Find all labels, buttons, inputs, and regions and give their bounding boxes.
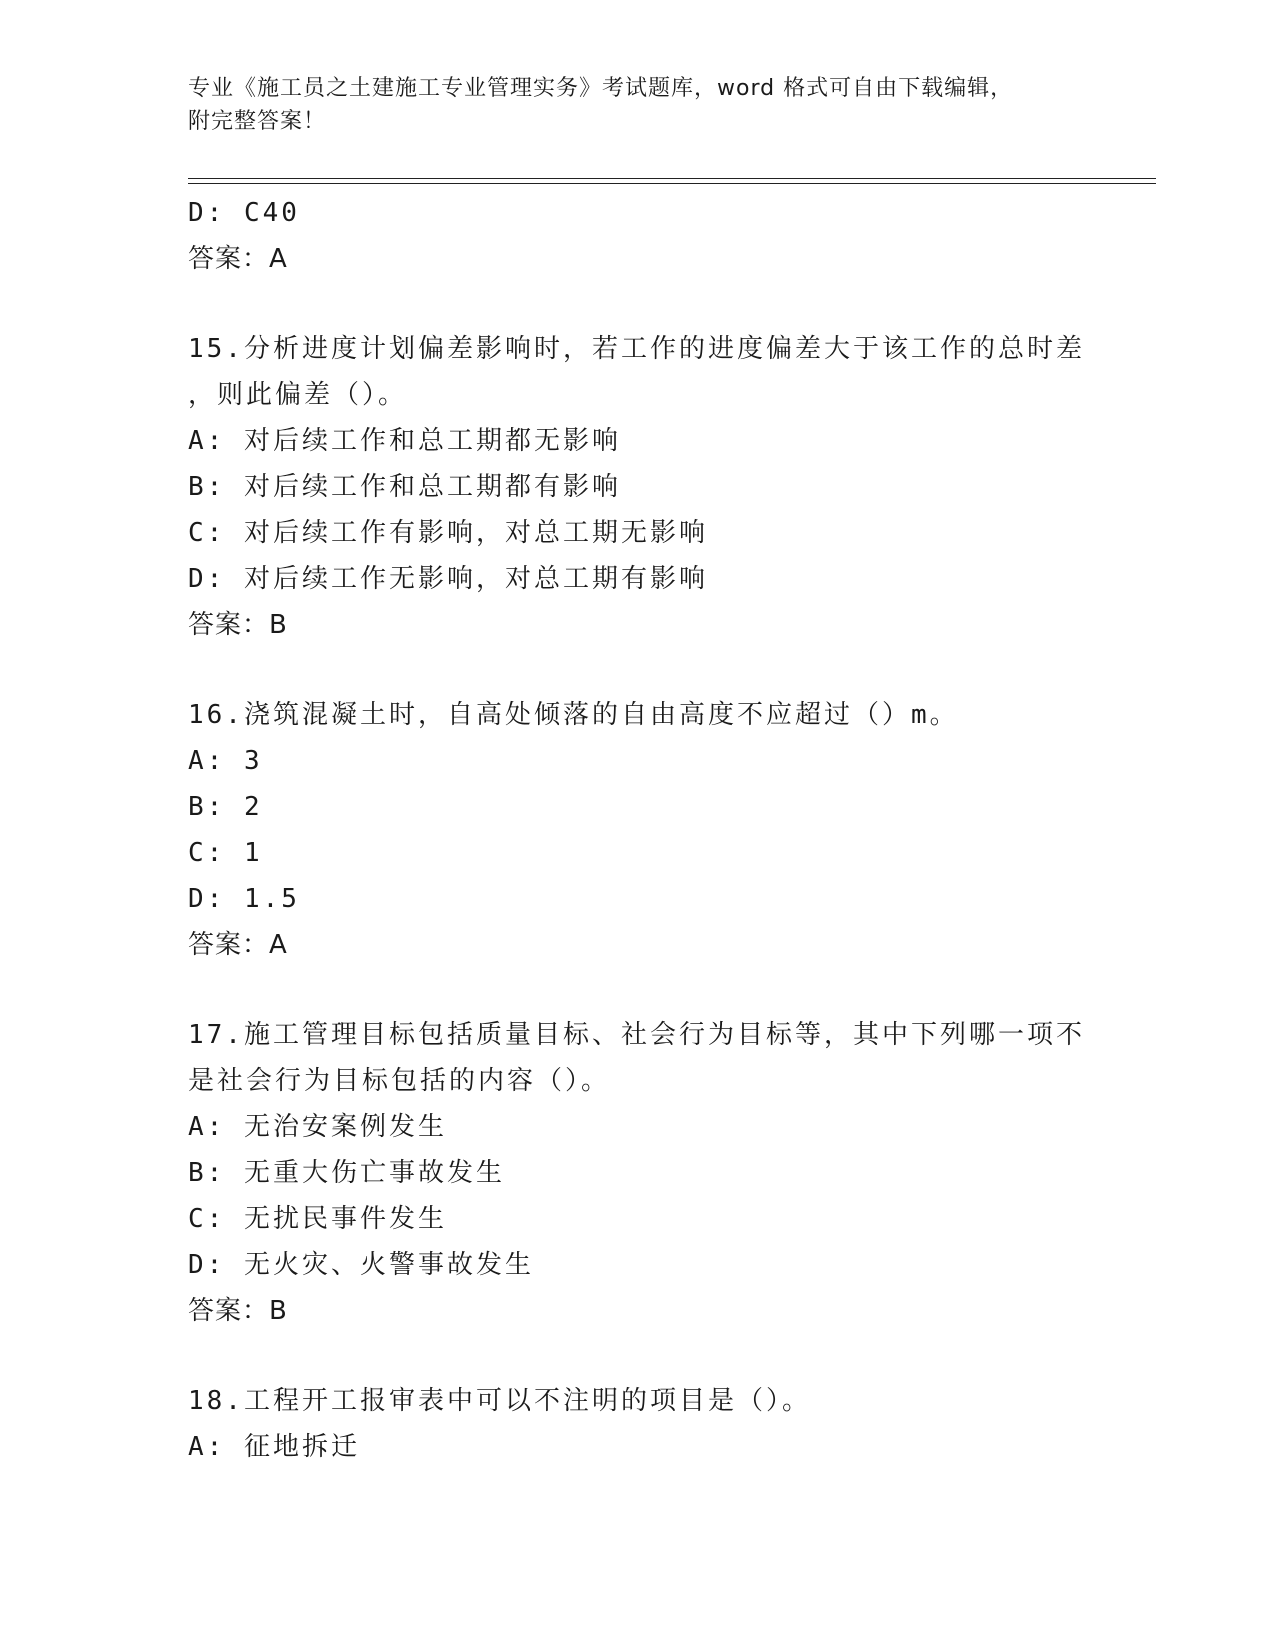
option-b: B: 2 [188,792,263,822]
question-stem-line-2: 是社会行为目标包括的内容（）。 [188,1066,611,1096]
option-b: B: 对后续工作和总工期都有影响 [188,472,621,502]
option-d: D: 对后续工作无影响，对总工期有影响 [188,564,708,594]
answer: 答案：B [188,610,288,640]
question-stem-line-1: 17.施工管理目标包括质量目标、社会行为目标等，其中下列哪一项不 [188,1020,1085,1050]
question-stem-line-2: ，则此偏差（）。 [188,380,408,410]
header-line-1: 专业《施工员之土建施工专业管理实务》考试题库，word 格式可自由下载编辑， [188,76,1014,101]
option-c: C: 无扰民事件发生 [188,1204,447,1234]
question-16 [188,692,1088,968]
option-d: D: 1.5 [188,884,300,914]
option-b: B: 无重大伤亡事故发生 [188,1158,505,1188]
question-stem-line-1: 18.工程开工报审表中可以不注明的项目是（）。 [188,1386,811,1416]
header-line-2: 附完整答案！ [188,109,327,134]
answer: 答案：B [188,1296,288,1326]
option-a: A: 无治安案例发生 [188,1112,447,1142]
header-divider-bottom [188,183,1156,184]
question-15 [188,326,1088,648]
document-body [188,190,1088,1470]
option-a: A: 3 [188,746,263,776]
question-fragment [188,190,1088,282]
option-d: D: C40 [188,198,300,228]
option-a: A: 征地拆迁 [188,1432,360,1462]
answer: 答案：A [188,930,288,960]
option-a: A: 对后续工作和总工期都无影响 [188,426,621,456]
answer: 答案：A [188,244,288,274]
option-c: C: 1 [188,838,263,868]
header-divider-top [188,178,1156,179]
question-stem-line-1: 15.分析进度计划偏差影响时，若工作的进度偏差大于该工作的总时差 [188,334,1085,364]
document-header [188,72,1088,138]
option-c: C: 对后续工作有影响，对总工期无影响 [188,518,708,548]
option-d: D: 无火灾、火警事故发生 [188,1250,534,1280]
question-17 [188,1012,1088,1334]
question-stem-line-1: 16.浇筑混凝土时，自高处倾落的自由高度不应超过（）m。 [188,700,959,730]
question-18 [188,1378,1088,1470]
